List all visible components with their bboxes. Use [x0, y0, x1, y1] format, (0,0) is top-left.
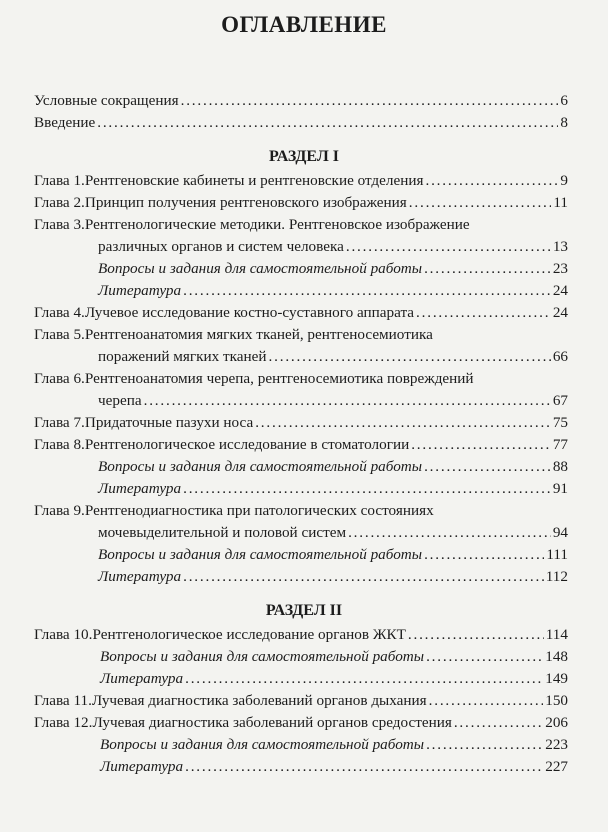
- toc-page-number: 6: [560, 92, 568, 109]
- toc-leader-dots: [424, 458, 551, 476]
- toc-chapter-label: Глава 9.: [34, 502, 85, 519]
- toc-entry: [98, 348, 568, 370]
- toc-entry: [100, 736, 568, 758]
- toc-entry-text: различных органов и систем человека: [98, 238, 344, 255]
- toc-entry-text: Рентгенологическое исследование органов ЖКТ: [92, 626, 406, 643]
- toc-leader-dots: [183, 480, 551, 498]
- toc-entry: [34, 414, 568, 436]
- toc-leader-dots: [424, 546, 544, 564]
- toc-entry-text: Введение: [34, 114, 96, 131]
- toc-entry-text: мочевыделительной и половой систем: [98, 524, 347, 541]
- toc-page-number: 77: [552, 436, 568, 453]
- toc-entry-text: Лучевая диагностика заболеваний органов средостения: [92, 714, 452, 731]
- toc-chapter-label: Глава 11.: [34, 692, 92, 709]
- toc-entry-text: Рентгеноанатомия черепа, рентгеносемиотика повреждений: [84, 370, 474, 387]
- toc-entry: [100, 648, 568, 670]
- toc-leader-dots: [185, 758, 543, 776]
- toc-leader-dots: [185, 670, 543, 688]
- toc-entry-text: Рентгенологическое исследование в стоматологии: [84, 436, 410, 453]
- toc-entry-text: Лучевое исследование костно-суставного аппарата: [84, 304, 415, 321]
- toc-entry: [34, 692, 568, 714]
- toc-entry-text: Вопросы и задания для самостоятельной работы: [100, 736, 425, 753]
- toc-leader-dots: [144, 392, 551, 410]
- toc-leader-dots: [426, 648, 543, 666]
- toc-entry: [34, 304, 568, 326]
- toc-entry: [34, 714, 568, 736]
- toc-page-number: 206: [545, 714, 568, 731]
- toc-entry-text: Вопросы и задания для самостоятельной работы: [98, 260, 423, 277]
- section-heading: РАЗДЕЛ II: [265, 602, 343, 619]
- toc-leader-dots: [97, 114, 558, 132]
- toc-entry-text: Литература: [98, 568, 182, 585]
- toc-page-number: 91: [552, 480, 568, 497]
- toc-entry: [34, 626, 568, 648]
- toc-leader-dots: [408, 626, 544, 644]
- toc-entry: [34, 92, 568, 114]
- toc-entry-text: Вопросы и задания для самостоятельной работы: [100, 648, 425, 665]
- toc-leader-dots: [426, 736, 543, 754]
- toc-page-number: 11: [553, 194, 568, 211]
- toc-leader-dots: [255, 414, 551, 432]
- toc-entry: [34, 370, 568, 392]
- toc-leader-dots: [181, 92, 559, 110]
- toc-entry: [98, 458, 568, 480]
- toc-chapter-label: Глава 6.: [34, 370, 85, 387]
- toc-entry-text: Литература: [100, 670, 184, 687]
- toc-entry-text: Условные сокращения: [34, 92, 179, 109]
- toc-page-number: 8: [560, 114, 568, 131]
- toc-page-number: 88: [552, 458, 568, 475]
- toc-chapter-label: Глава 7.: [34, 414, 85, 431]
- toc-page-number: 94: [552, 524, 568, 541]
- toc-entry: [34, 194, 568, 216]
- toc-chapter-label: Глава 12.: [34, 714, 93, 731]
- toc-entry: [98, 238, 568, 260]
- toc-chapter-label: Глава 3.: [34, 216, 85, 233]
- toc-chapter-label: Глава 1.: [34, 172, 85, 189]
- toc-leader-dots: [416, 304, 551, 322]
- toc-leader-dots: [183, 282, 551, 300]
- toc-entry-text: Рентгенологические методики. Рентгеновское изображение: [84, 216, 470, 233]
- toc-entry-text: Литература: [98, 282, 182, 299]
- toc-entry: [34, 502, 568, 524]
- toc-entry: [98, 260, 568, 282]
- section-heading: РАЗДЕЛ I: [269, 148, 339, 165]
- toc-entry-text: Лучевая диагностика заболеваний органов дыхания: [91, 692, 427, 709]
- toc-leader-dots: [454, 714, 543, 732]
- toc-page-number: 150: [545, 692, 568, 709]
- toc-page-number: 75: [552, 414, 568, 431]
- toc-entry: [34, 114, 568, 136]
- toc-entry-text: Литература: [98, 480, 182, 497]
- toc-entry: [100, 758, 568, 780]
- toc-entry-text: поражений мягких тканей: [98, 348, 267, 365]
- toc-page-number: 223: [545, 736, 568, 753]
- toc-page-number: 149: [545, 670, 568, 687]
- toc-entry: [98, 480, 568, 502]
- toc-leader-dots: [346, 238, 551, 256]
- toc-entry-text: черепа: [98, 392, 142, 409]
- toc-page-number: 227: [545, 758, 568, 775]
- toc-page-number: 24: [552, 282, 568, 299]
- toc-chapter-label: Глава 2.: [34, 194, 85, 211]
- toc-entry-text: Вопросы и задания для самостоятельной работы: [98, 458, 423, 475]
- toc-page-number: 24: [552, 304, 568, 321]
- toc-page-number: 114: [545, 626, 568, 643]
- toc-leader-dots: [429, 692, 544, 710]
- toc-entry: [34, 172, 568, 194]
- toc-page-number: 23: [552, 260, 568, 277]
- toc-entry-text: Вопросы и задания для самостоятельной работы: [98, 546, 423, 563]
- toc-entry: [34, 326, 568, 348]
- toc-chapter-label: Глава 8.: [34, 436, 85, 453]
- toc-entry-text: Рентгенодиагностика при патологических состояниях: [84, 502, 434, 519]
- toc-leader-dots: [411, 436, 551, 454]
- toc-entry: [34, 216, 568, 238]
- toc-leader-dots: [425, 172, 558, 190]
- toc-entry: [100, 670, 568, 692]
- toc-entry-text: Принцип получения рентгеновского изображения: [84, 194, 407, 211]
- toc-leader-dots: [424, 260, 551, 278]
- toc-leader-dots: [269, 348, 551, 366]
- toc-page-number: 148: [545, 648, 568, 665]
- toc-chapter-label: Глава 5.: [34, 326, 85, 343]
- toc-chapter-label: Глава 10.: [34, 626, 93, 643]
- toc-entry: [98, 282, 568, 304]
- toc-entry: [98, 546, 568, 568]
- toc-page-number: 13: [552, 238, 568, 255]
- toc-leader-dots: [409, 194, 552, 212]
- toc-entry: [98, 392, 568, 414]
- toc-page-number: 112: [545, 568, 568, 585]
- toc-entry-text: Рентгеноанатомия мягких тканей, рентгеносемиотика: [84, 326, 433, 343]
- toc-entry-text: Рентгеновские кабинеты и рентгеновские отделения: [84, 172, 424, 189]
- toc-page-number: 111: [546, 546, 568, 563]
- toc-entry: [98, 568, 568, 590]
- toc-leader-dots: [183, 568, 544, 586]
- toc-chapter-label: Глава 4.: [34, 304, 85, 321]
- toc-page-number: 9: [560, 172, 568, 189]
- toc-leader-dots: [348, 524, 551, 542]
- page-title: ОГЛАВЛЕНИЕ: [221, 12, 387, 37]
- toc-entry-text: Придаточные пазухи носа: [84, 414, 254, 431]
- toc-page-number: 67: [552, 392, 568, 409]
- toc-page-number: 66: [552, 348, 568, 365]
- toc-entry: [98, 524, 568, 546]
- toc-entry-text: Литература: [100, 758, 184, 775]
- toc-entry: [34, 436, 568, 458]
